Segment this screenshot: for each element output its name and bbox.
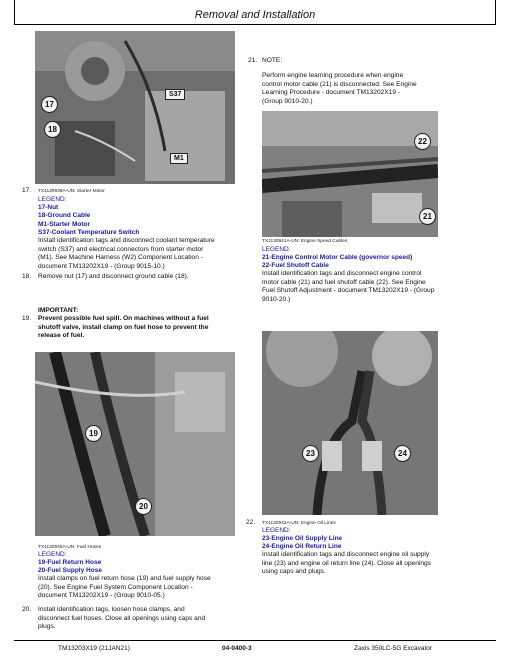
footer-doc-id: TM13203X19 (21JAN21) bbox=[58, 645, 130, 652]
callout-s37: S37 bbox=[165, 89, 185, 100]
text-line: Perform engine learning procedure when engine bbox=[262, 72, 404, 79]
step-18-number: 18. bbox=[22, 273, 32, 280]
text-line: document TM13202X19 - (Group 9010-05.) bbox=[38, 592, 165, 600]
step-19-text bbox=[38, 315, 243, 341]
step-19-number: 19. bbox=[22, 315, 32, 322]
step-22-text bbox=[262, 551, 467, 577]
legend-item: 19-Fuel Return Hose bbox=[38, 559, 102, 567]
text-line: Install identification tags and disconnect engine control bbox=[262, 270, 422, 277]
footer-rule bbox=[14, 640, 496, 641]
step-21-caption: TX1130941A-UN: Engine Speed Cables bbox=[262, 239, 348, 244]
text-line: Install identification tags and disconnect engine oil supply bbox=[262, 551, 430, 558]
step-19-important: IMPORTANT: bbox=[38, 307, 79, 314]
engine-speed-cables-photo bbox=[262, 111, 438, 237]
text-line: using caps and plugs. bbox=[262, 568, 326, 576]
text-line: (20). See Engine Fuel System Component Location - bbox=[38, 583, 193, 591]
legend-item: 21-Engine Control Motor Cable (governor speed) bbox=[262, 254, 413, 262]
step-17-number: 17. bbox=[22, 187, 32, 194]
text-line: switch (S37) and electrical connectors from starter motor bbox=[38, 245, 204, 253]
callout-19: 19 bbox=[85, 425, 102, 442]
callout-24: 24 bbox=[394, 445, 411, 462]
header-rule bbox=[14, 24, 496, 25]
step-22-number: 22. bbox=[246, 519, 256, 526]
legend-item: 23-Engine Oil Supply Line bbox=[262, 535, 343, 543]
step-19b-caption: TX1130940A-UN: Fuel Hoses bbox=[38, 545, 102, 550]
page-title: Removal and Installation bbox=[194, 9, 316, 21]
legend-item: 24-Engine Oil Return Line bbox=[262, 543, 342, 551]
text-line: Prevent possible fuel spill. On machines without a fuel bbox=[38, 315, 209, 322]
text-line: line (23) and engine oil return line (24). Close all openings bbox=[262, 559, 431, 567]
callout-18: 18 bbox=[44, 121, 61, 138]
step-20-text bbox=[38, 606, 243, 632]
step-17-text bbox=[38, 237, 238, 271]
engine-oil-lines-photo bbox=[262, 331, 438, 515]
callout-m1: M1 bbox=[170, 153, 188, 164]
header-left-border bbox=[14, 0, 15, 24]
header-right-border bbox=[495, 0, 496, 24]
legend-title: LEGEND: bbox=[262, 246, 291, 253]
text-line: release of fuel. bbox=[38, 332, 85, 340]
text-line: (Group 9010-20.) bbox=[262, 97, 313, 105]
legend-item: 20-Fuel Supply Hose bbox=[38, 567, 102, 575]
text-line: Fuel Shutoff Adjustment - document TM13202X19 - (Group bbox=[262, 287, 435, 295]
text-line: Install clamps on fuel return hose (19) and fuel supply hose bbox=[38, 575, 211, 582]
text-line: Learning Procedure - document TM13202X19 - bbox=[262, 89, 401, 97]
legend-item: 17-Nut bbox=[38, 204, 59, 212]
legend-item: S37-Coolant Temperature Switch bbox=[38, 228, 140, 236]
step-22-caption: TX1130942A-UN: Engine Oil Lines bbox=[262, 521, 336, 526]
text-line: shutoff valve, install clamp on fuel hose to prevent the bbox=[38, 323, 209, 331]
fuel-hoses-photo bbox=[35, 352, 235, 536]
legend-title: LEGEND: bbox=[262, 527, 291, 534]
step-17-caption: TX1130939A-UN: Starter Motor bbox=[38, 189, 105, 194]
step-17-legend bbox=[38, 196, 139, 237]
text-line: disconnect fuel hoses. Close all openings using caps and bbox=[38, 614, 206, 622]
step-21-text bbox=[262, 270, 462, 304]
footer-page-number: 04-0400-3 bbox=[222, 645, 252, 652]
step-21-legend bbox=[262, 246, 412, 271]
legend-item: 22-Fuel Shutoff Cable bbox=[262, 262, 329, 270]
text-line: motor cable (21) and fuel shutoff cable (22). See Engine bbox=[262, 278, 426, 286]
step-21-note bbox=[262, 72, 452, 106]
legend-item: 18-Ground Cable bbox=[38, 212, 91, 220]
text-line: 9010-20.) bbox=[262, 295, 291, 303]
text-line: control motor cable (21) is disconnected. See Engine bbox=[262, 80, 417, 88]
callout-22: 22 bbox=[414, 133, 431, 150]
step-21-number: 21. bbox=[248, 57, 258, 64]
step-18-text: Remove nut (17) and disconnect ground cable (18). bbox=[38, 273, 189, 280]
step-22-legend bbox=[262, 527, 342, 552]
legend-title: LEGEND: bbox=[38, 551, 67, 558]
callout-21: 21 bbox=[419, 208, 436, 225]
callout-23: 23 bbox=[302, 445, 319, 462]
callout-20: 20 bbox=[135, 498, 152, 515]
legend-title: LEGEND: bbox=[38, 196, 67, 203]
legend-item: M1-Starter Motor bbox=[38, 220, 91, 228]
footer-machine: Zaxis 350LC-5G Excavator bbox=[354, 645, 433, 652]
step-21-note-label: NOTE: bbox=[262, 57, 283, 64]
text-line: document TM13202X19 - (Group 9015-10.) bbox=[38, 262, 165, 270]
callout-17: 17 bbox=[41, 96, 58, 113]
starter-motor-photo bbox=[35, 31, 235, 184]
text-line: plugs. bbox=[38, 623, 56, 631]
step-20-number: 20. bbox=[22, 606, 32, 613]
text-line: (M1). See Machine Harness (W2) Component Location - bbox=[38, 254, 203, 262]
step-19b-text bbox=[38, 575, 243, 601]
text-line: Install identification tags and disconnect coolant temperature bbox=[38, 237, 215, 244]
text-line: Install identification tags, loosen hose clamps, and bbox=[38, 606, 185, 613]
step-19b-legend bbox=[38, 551, 102, 576]
